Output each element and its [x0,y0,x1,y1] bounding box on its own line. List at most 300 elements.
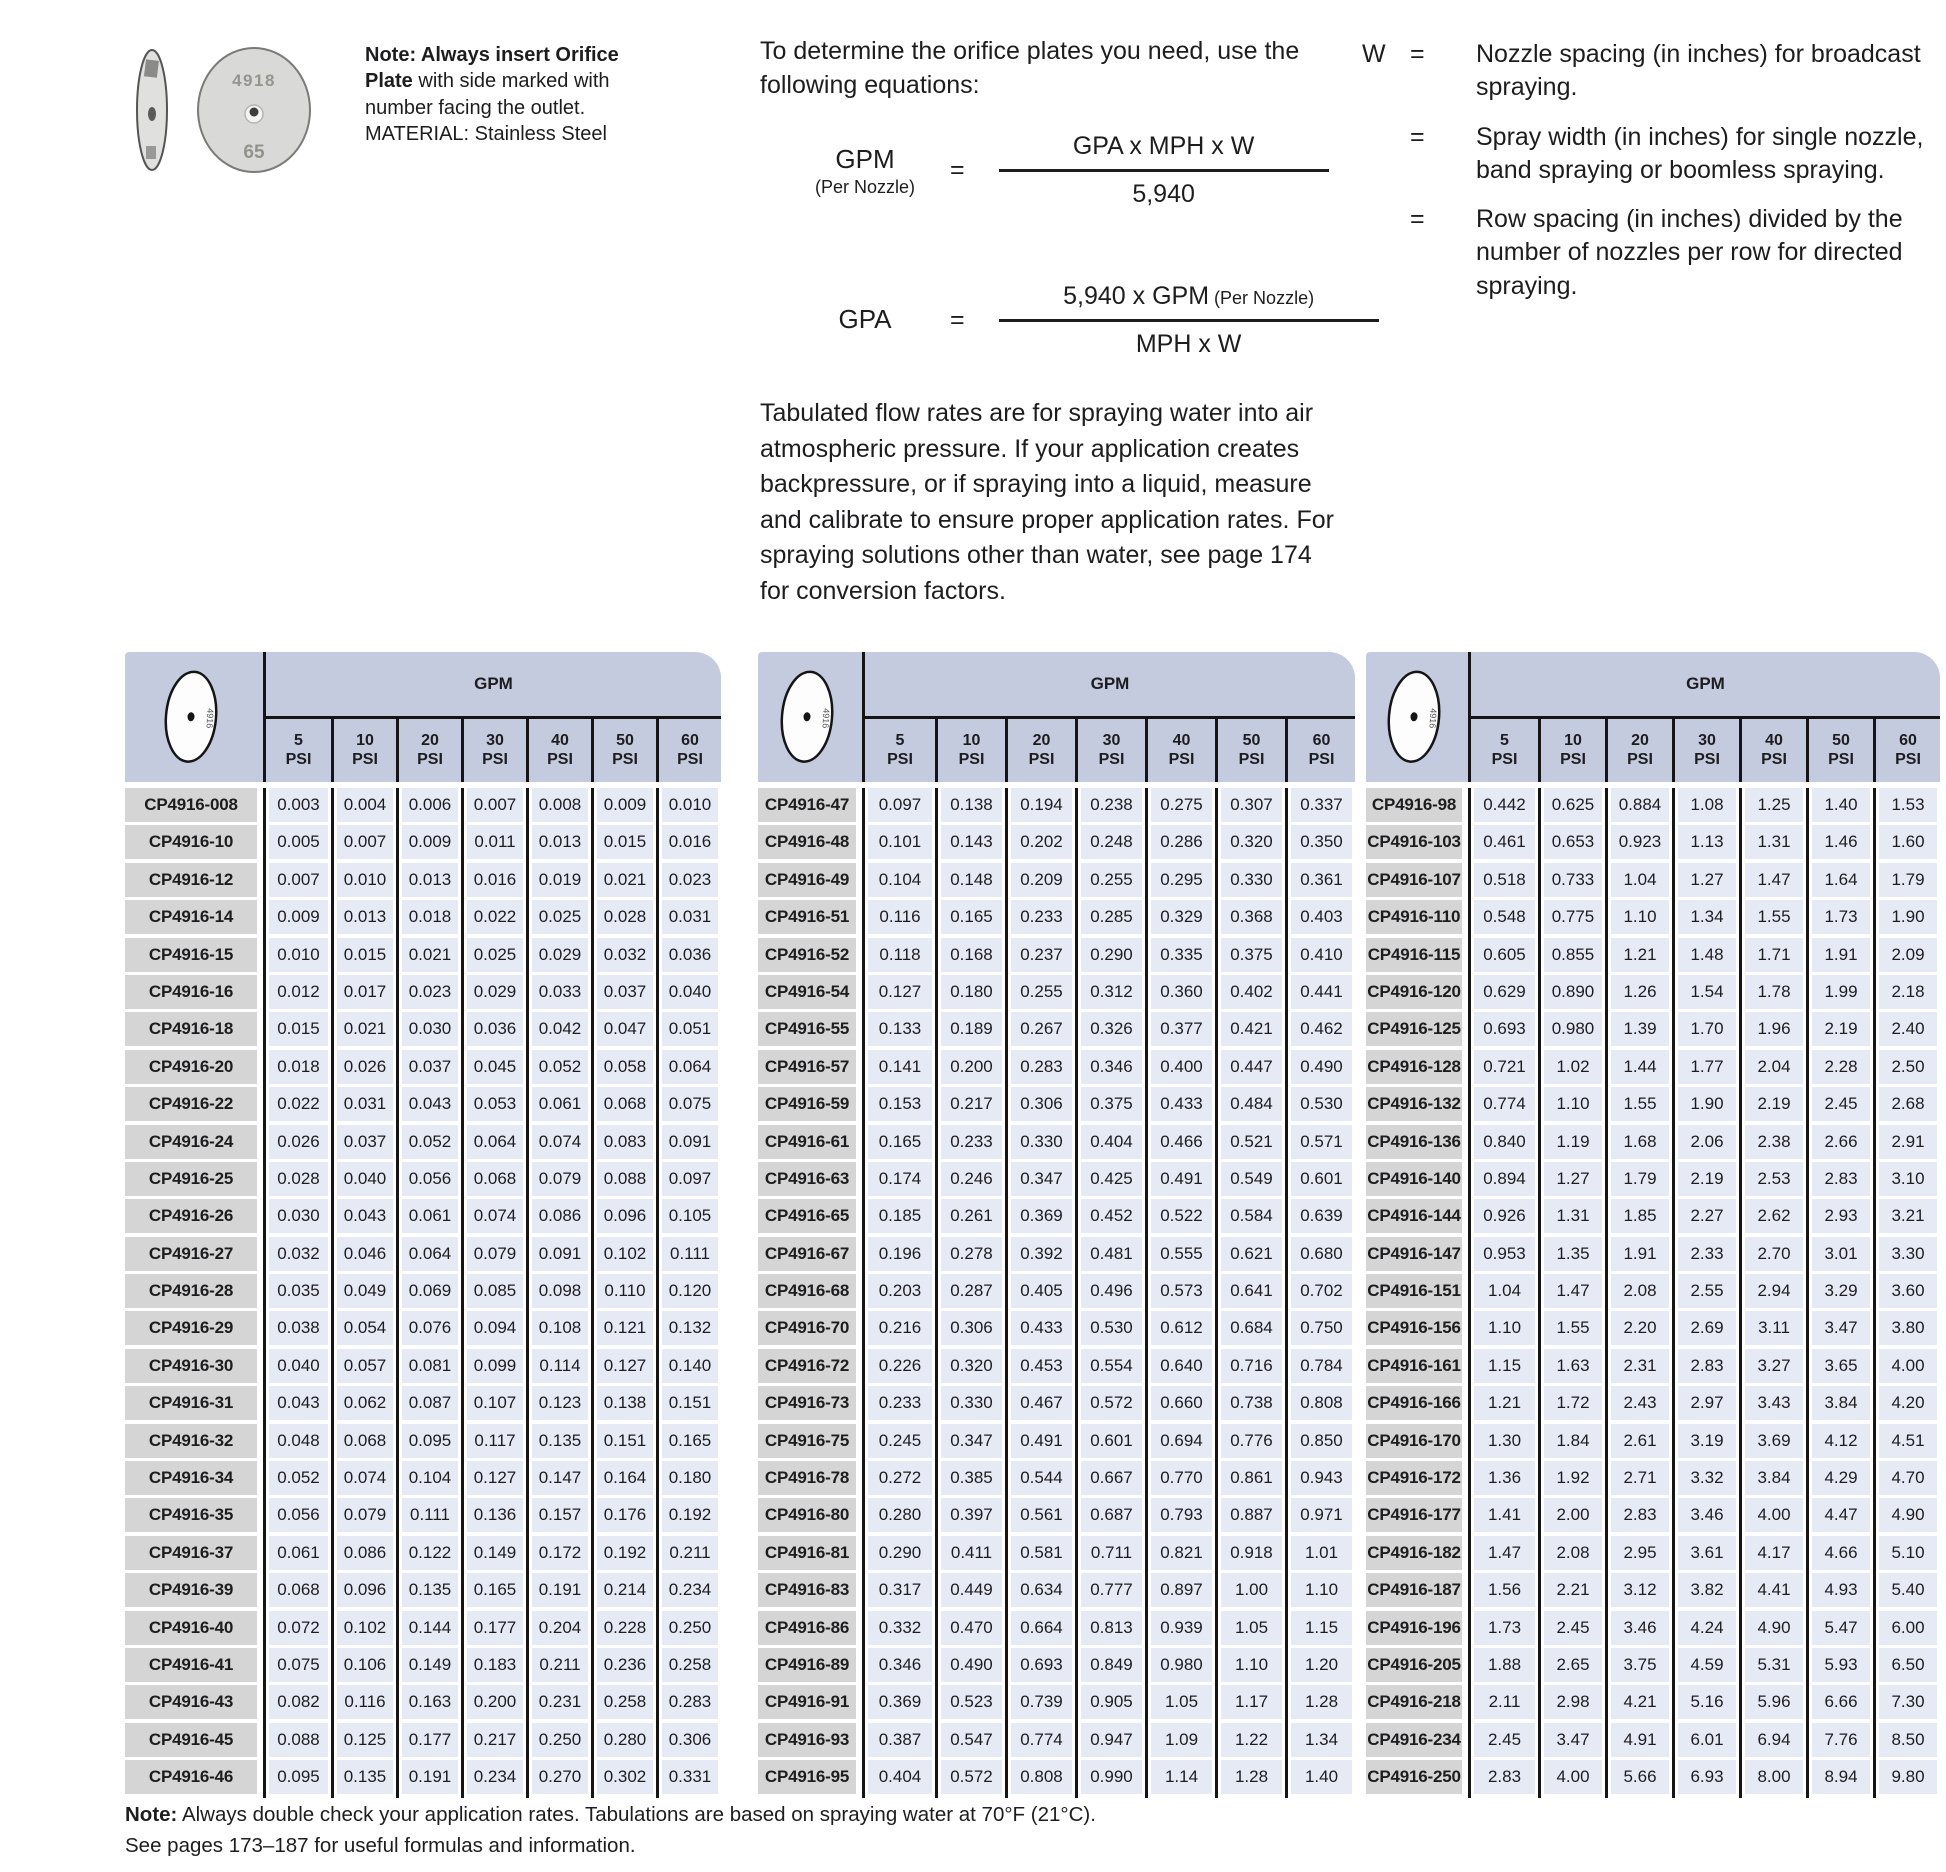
gpm-value: 0.015 [269,1012,328,1046]
gpm-value: 3.19 [1678,1424,1736,1458]
gpm-value: 1.46 [1812,825,1870,859]
gpm-value: 0.030 [269,1199,328,1233]
gpm-value: 5.93 [1812,1648,1870,1682]
gpm-value: 0.320 [941,1349,1002,1383]
gpm-value: 0.250 [532,1723,588,1757]
gpm-value: 2.09 [1879,938,1937,972]
gpm-value: 2.68 [1879,1087,1937,1121]
gpm-value: 0.013 [402,863,458,897]
gpm-value: 0.116 [868,900,932,934]
gpm-value: 0.770 [1151,1461,1212,1495]
gpm-value: 3.12 [1611,1573,1669,1607]
gpm-value: 0.191 [532,1573,588,1607]
gpm-value: 0.275 [1151,788,1212,822]
gpm-value: 0.523 [941,1685,1002,1719]
gpm-value: 0.849 [1081,1648,1142,1682]
part-number: CP4916-43 [125,1685,257,1719]
gpm-value: 3.80 [1879,1311,1937,1345]
part-number: CP4916-28 [125,1274,257,1308]
part-number: CP4916-12 [125,863,257,897]
gpm-value: 1.47 [1474,1536,1535,1570]
gpm-value: 1.27 [1678,863,1736,897]
gpm-value: 0.776 [1221,1424,1282,1458]
gpm-value: 0.081 [402,1349,458,1383]
gpm-value: 0.404 [1081,1125,1142,1159]
psi-column-header: 50 PSI [1215,719,1285,782]
gpm-value: 1.88 [1474,1648,1535,1682]
gpm-value: 0.667 [1081,1461,1142,1495]
gpm-value: 0.079 [532,1162,588,1196]
part-number: CP4916-218 [1366,1685,1462,1719]
gpm-value: 1.54 [1678,975,1736,1009]
gpm-value: 0.890 [1544,975,1602,1009]
gpm-value: 4.70 [1879,1461,1937,1495]
gpm-value: 0.096 [597,1199,653,1233]
gpm-value: 0.135 [532,1424,588,1458]
gpm-value: 0.306 [1011,1087,1072,1121]
gpm-value: 0.255 [1011,975,1072,1009]
part-number: CP4916-234 [1366,1723,1462,1757]
gpm-value: 1.55 [1745,900,1803,934]
gpm-value: 4.51 [1879,1424,1937,1458]
gpm-value: 0.117 [467,1424,523,1458]
gpm-value: 0.095 [269,1760,328,1794]
gpm-value: 0.216 [868,1311,932,1345]
gpm-value: 4.12 [1812,1424,1870,1458]
gpm-value: 0.091 [662,1125,718,1159]
gpm-value: 0.031 [662,900,718,934]
part-number: CP4916-93 [758,1723,856,1757]
gpm-value: 2.38 [1745,1125,1803,1159]
plate-size-number: 65 [243,142,265,163]
gpm-value: 0.466 [1151,1125,1212,1159]
gpm-column-group-label: GPM [865,652,1355,719]
gpm-value: 0.248 [1081,825,1142,859]
psi-value-column [396,788,461,1798]
plate-insertion-note [365,42,665,148]
gpm-value: 0.176 [597,1498,653,1532]
gpm-value: 0.174 [868,1162,932,1196]
gpm-value: 0.168 [941,938,1002,972]
gpm-value: 0.270 [532,1760,588,1794]
gpm-value: 0.280 [597,1723,653,1757]
gpm-value: 0.808 [1011,1760,1072,1794]
part-number: CP4916-156 [1366,1311,1462,1345]
gpm-value: 1.15 [1474,1349,1535,1383]
gpm-value: 0.518 [1474,863,1535,897]
gpm-value: 0.009 [402,825,458,859]
gpm-value: 3.46 [1678,1498,1736,1532]
gpm-value: 0.177 [402,1723,458,1757]
gpm-value: 0.015 [597,825,653,859]
gpm-value: 2.66 [1812,1125,1870,1159]
gpm-value: 0.120 [662,1274,718,1308]
gpm-value: 3.47 [1812,1311,1870,1345]
gpm-value: 0.135 [402,1573,458,1607]
gpm-value: 0.777 [1081,1573,1142,1607]
part-number: CP4916-47 [758,788,856,822]
psi-column-header: 30 PSI [1672,719,1739,782]
gpm-value: 0.033 [532,975,588,1009]
gpm-value: 0.133 [868,1012,932,1046]
part-number: CP4916-147 [1366,1237,1462,1271]
part-number: CP4916-31 [125,1386,257,1420]
gpm-value: 0.136 [467,1498,523,1532]
gpm-value: 1.85 [1611,1199,1669,1233]
gpm-value: 0.369 [1011,1199,1072,1233]
gpm-value: 0.702 [1291,1274,1352,1308]
psi-header-row [266,719,721,782]
gpm-value: 2.53 [1745,1162,1803,1196]
gpm-value: 0.337 [1291,788,1352,822]
gpm-value: 0.064 [402,1237,458,1271]
psi-column-header: 20 PSI [1005,719,1075,782]
gpm-value: 1.28 [1291,1685,1352,1719]
gpm-value: 0.452 [1081,1199,1142,1233]
gpm-value: 4.00 [1544,1760,1602,1794]
psi-column-header: 30 PSI [1075,719,1145,782]
gpm-value: 1.60 [1879,825,1937,859]
gpm-value: 0.074 [532,1125,588,1159]
gpm-value: 0.082 [269,1685,328,1719]
flow-rate-paragraph: Tabulated flow rates are for spraying water into air atmospheric pressure. If your application creates backpressure, or if spraying into a liquid, measure and calibrate to ensure proper application rates. For spraying solutions other than water, see page 174 for conversion factors. [760,399,1334,605]
part-number: CP4916-22 [125,1087,257,1121]
gpm-value: 0.021 [402,938,458,972]
w-definition-2: Spray width (in inches) for single nozzle, band spraying or boomless spraying. [1476,122,1924,184]
footer-line-2: See pages 173–187 for useful formulas and information. [125,1833,636,1857]
gpm-value: 0.346 [1081,1050,1142,1084]
part-number: CP4916-34 [125,1461,257,1495]
gpm-value: 4.21 [1611,1685,1669,1719]
psi-header-row [1471,719,1940,782]
gpm-value: 0.061 [402,1199,458,1233]
psi-column-header: 5 PSI [285,732,312,768]
gpm-value: 1.53 [1879,788,1937,822]
gpm-value: 7.76 [1812,1723,1870,1757]
note-rest: with side marked with number facing the outlet. [365,70,610,119]
gpm-value: 0.157 [532,1498,588,1532]
gpm-value: 0.664 [1011,1611,1072,1645]
gpm-value: 0.918 [1221,1536,1282,1570]
gpm-value: 0.332 [868,1611,932,1645]
gpm-value: 2.31 [1611,1349,1669,1383]
gpm-value: 0.368 [1221,900,1282,934]
gpm-value: 1.08 [1678,788,1736,822]
table-header-plate-cell [1366,652,1468,782]
part-number: CP4916-170 [1366,1424,1462,1458]
gpm-value: 0.153 [868,1087,932,1121]
gpm-value: 4.91 [1611,1723,1669,1757]
psi-column-header: 5 PSI [1491,732,1518,768]
gpm-value: 0.226 [868,1349,932,1383]
gpm-value: 0.114 [532,1349,588,1383]
gpm-value: 3.61 [1678,1536,1736,1570]
part-number: CP4916-89 [758,1648,856,1682]
gpm-value: 0.004 [337,788,393,822]
gpm-value: 0.061 [532,1087,588,1121]
gpm-value: 0.571 [1291,1125,1352,1159]
gpm-value: 3.43 [1745,1386,1803,1420]
gpm-value: 8.94 [1812,1760,1870,1794]
gpm-value: 0.007 [467,788,523,822]
gpm-value: 0.032 [597,938,653,972]
gpm-value: 0.402 [1221,975,1282,1009]
w-definitions [1362,38,1928,303]
gpm-value: 0.135 [337,1760,393,1794]
gpm-value: 0.733 [1544,863,1602,897]
gpm-value: 0.138 [597,1386,653,1420]
gpm-value: 1.05 [1221,1611,1282,1645]
gpm-value: 0.361 [1291,863,1352,897]
part-number: CP4916-83 [758,1573,856,1607]
psi-column-header: 40 PSI [526,719,591,782]
gpm-value: 0.172 [532,1536,588,1570]
gpm-value: 5.47 [1812,1611,1870,1645]
gpm-value: 3.11 [1745,1311,1803,1345]
gpm-value: 0.470 [941,1611,1002,1645]
psi-column-header: 50 PSI [591,719,656,782]
gpm-value: 0.605 [1474,938,1535,972]
gpm-value: 0.905 [1081,1685,1142,1719]
gpm-value: 0.123 [532,1386,588,1420]
gpm-value: 0.234 [662,1573,718,1607]
gpm-value: 0.111 [402,1498,458,1532]
part-number: CP4916-172 [1366,1461,1462,1495]
gpm-value: 1.99 [1812,975,1870,1009]
gpm-value: 0.141 [868,1050,932,1084]
gpm-value: 1.10 [1544,1087,1602,1121]
gpm-value: 4.90 [1879,1498,1937,1532]
gpm-value: 0.261 [941,1199,1002,1233]
gpm-value: 0.347 [1011,1162,1072,1196]
gpm-value: 0.138 [941,788,1002,822]
part-number: CP4916-128 [1366,1050,1462,1084]
gpm-value: 0.272 [868,1461,932,1495]
part-number: CP4916-24 [125,1125,257,1159]
gpm-value: 1.91 [1812,938,1870,972]
gpm-value: 0.200 [467,1685,523,1719]
gpm-value: 0.350 [1291,825,1352,859]
part-number: CP4916-68 [758,1274,856,1308]
gpm-value: 0.939 [1151,1611,1212,1645]
gpm-value: 0.980 [1151,1648,1212,1682]
gpm-value: 0.026 [269,1125,328,1159]
gpm-value: 2.94 [1745,1274,1803,1308]
gpm-value: 0.037 [337,1125,393,1159]
gpm-value: 1.21 [1611,938,1669,972]
gpm-value: 3.46 [1611,1611,1669,1645]
flow-table-2 [758,652,1355,1798]
gpm-value: 1.79 [1879,863,1937,897]
intro-text: To determine the orifice plates you need, use the following equations: [760,37,1300,99]
gpm-value: 0.010 [337,863,393,897]
gpm-value: 0.062 [337,1386,393,1420]
gpm-value: 0.202 [1011,825,1072,859]
gpm-value: 2.20 [1611,1311,1669,1345]
gpm-value: 1.25 [1745,788,1803,822]
gpm-value: 0.088 [597,1162,653,1196]
footer-line-1: Note: Always double check your application rates. Tabulations are based on spraying water at 70°F (21°C). [125,1803,1096,1826]
gpm-value: 2.18 [1879,975,1937,1009]
note-bold: Note: Always insert Orifice Plate [365,44,619,93]
gpm-value: 2.50 [1879,1050,1937,1084]
gpm-value: 1.10 [1221,1648,1282,1682]
part-number: CP4916-54 [758,975,856,1009]
part-number: CP4916-182 [1366,1536,1462,1570]
gpm-value: 1.04 [1611,863,1669,897]
gpm-value: 0.295 [1151,863,1212,897]
part-number: CP4916-18 [125,1012,257,1046]
gpm-value: 0.449 [941,1573,1002,1607]
gpm-value: 1.64 [1812,863,1870,897]
gpm-value: 3.65 [1812,1349,1870,1383]
gpm-value: 0.411 [941,1536,1002,1570]
gpm-value: 5.40 [1879,1573,1937,1607]
gpm-value: 0.572 [1081,1386,1142,1420]
gpm-value: 4.47 [1812,1498,1870,1532]
gpm-value: 0.075 [269,1648,328,1682]
gpm-value: 0.069 [402,1274,458,1308]
gpm-value: 8.00 [1745,1760,1803,1794]
gpm-value: 0.005 [269,825,328,859]
gpm-value: 0.549 [1221,1162,1282,1196]
gpm-value: 0.884 [1611,788,1669,822]
gpm-value: 4.90 [1745,1611,1803,1645]
gpm-value: 0.013 [337,900,393,934]
gpm-value: 0.687 [1081,1498,1142,1532]
gpm-value: 0.522 [1151,1199,1212,1233]
gpm-value: 1.35 [1544,1237,1602,1271]
gpm-value: 0.850 [1291,1424,1352,1458]
gpm-value: 1.21 [1474,1386,1535,1420]
gpm-value: 0.693 [1011,1648,1072,1682]
orifice-plate-icon [161,664,227,770]
gpm-value: 0.530 [1291,1087,1352,1121]
part-number-column [1366,788,1468,1798]
gpm-value: 0.052 [532,1050,588,1084]
gpm-value: 0.072 [269,1611,328,1645]
gpm-value: 0.015 [337,938,393,972]
gpm-value: 0.097 [662,1162,718,1196]
psi-value-column [865,788,935,1798]
plate-model-number: 4918 [232,71,276,90]
gpm-value: 2.11 [1474,1685,1535,1719]
gpm-value: 0.094 [467,1311,523,1345]
gpm-value: 3.27 [1745,1349,1803,1383]
gpm-value: 8.50 [1879,1723,1937,1757]
gpm-value: 0.421 [1221,1012,1282,1046]
gpm-value: 1.92 [1544,1461,1602,1495]
gpm-value: 0.285 [1081,900,1142,934]
gpm-value: 0.164 [597,1461,653,1495]
gpm-value: 0.326 [1081,1012,1142,1046]
gpm-value: 0.016 [467,863,523,897]
gpm-value: 0.217 [941,1087,1002,1121]
equation-fraction: $\frac{\text{5,940 x GPM (Per Nozzle)}}{\text{MPH x W}}$ [999,282,1379,359]
gpm-value: 0.118 [868,938,932,972]
gpm-value: 0.572 [941,1760,1002,1794]
gpm-value: 0.375 [1221,938,1282,972]
gpm-value: 1.09 [1151,1723,1212,1757]
gpm-value: 0.022 [269,1087,328,1121]
gpm-value: 2.95 [1611,1536,1669,1570]
gpm-value: 0.053 [467,1087,523,1121]
gpm-value: 1.44 [1611,1050,1669,1084]
gpm-value: 0.433 [1011,1311,1072,1345]
part-number: CP4916-196 [1366,1611,1462,1645]
gpm-value: 4.59 [1678,1648,1736,1682]
gpm-value: 5.31 [1745,1648,1803,1682]
gpm-value: 1.34 [1291,1723,1352,1757]
part-number: CP4916-32 [125,1424,257,1458]
gpm-value: 2.45 [1544,1611,1602,1645]
gpm-value: 0.861 [1221,1461,1282,1495]
gpm-value: 2.55 [1678,1274,1736,1308]
gpm-value: 0.716 [1221,1349,1282,1383]
note-text [365,42,665,121]
gpm-value: 0.548 [1474,900,1535,934]
gpm-value: 2.98 [1544,1685,1602,1719]
gpm-value: 0.045 [467,1050,523,1084]
gpm-value: 0.433 [1151,1087,1212,1121]
gpm-value: 0.177 [467,1611,523,1645]
gpm-value: 0.258 [597,1685,653,1719]
gpm-value: 0.641 [1221,1274,1282,1308]
gpm-value: 0.320 [1221,825,1282,859]
gpm-value: 0.808 [1291,1386,1352,1420]
gpm-value: 0.127 [868,975,932,1009]
gpm-value: 0.387 [868,1723,932,1757]
gpm-value: 1.63 [1544,1349,1602,1383]
orifice-plate-icon [777,664,843,770]
gpm-value: 0.012 [269,975,328,1009]
gpm-value: 0.233 [868,1386,932,1420]
gpm-value: 0.007 [269,863,328,897]
gpm-value: 0.040 [269,1349,328,1383]
gpm-value: 0.530 [1081,1311,1142,1345]
gpm-value: 0.010 [269,938,328,972]
gpm-value: 0.165 [868,1125,932,1159]
gpm-value: 4.41 [1745,1573,1803,1607]
gpm-value: 0.441 [1291,975,1352,1009]
gpm-value: 0.490 [941,1648,1002,1682]
part-number: CP4916-27 [125,1237,257,1271]
gpm-value: 0.192 [662,1498,718,1532]
gpm-value: 1.01 [1291,1536,1352,1570]
gpm-value: 1.73 [1812,900,1870,934]
gpm-value: 0.056 [269,1498,328,1532]
equation-lhs: GPM (Per Nozzle) [814,143,916,197]
part-number: CP4916-75 [758,1424,856,1458]
gpm-value: 0.010 [662,788,718,822]
gpm-value: 4.29 [1812,1461,1870,1495]
gpm-value: 0.022 [467,900,523,934]
gpm-value: 2.40 [1879,1012,1937,1046]
part-number: CP4916-95 [758,1760,856,1794]
gpm-value: 0.021 [597,863,653,897]
gpm-value: 0.165 [941,900,1002,934]
psi-column-header: 20 PSI [396,719,461,782]
part-number: CP4916-70 [758,1311,856,1345]
gpm-value: 1.13 [1678,825,1736,859]
gpm-value: 0.018 [402,900,458,934]
gpm-value: 0.555 [1151,1237,1212,1271]
psi-value-column [1285,788,1355,1798]
gpm-value: 0.283 [1011,1050,1072,1084]
gpm-value: 2.21 [1544,1573,1602,1607]
gpm-value: 0.793 [1151,1498,1212,1532]
gpm-value: 0.121 [597,1311,653,1345]
